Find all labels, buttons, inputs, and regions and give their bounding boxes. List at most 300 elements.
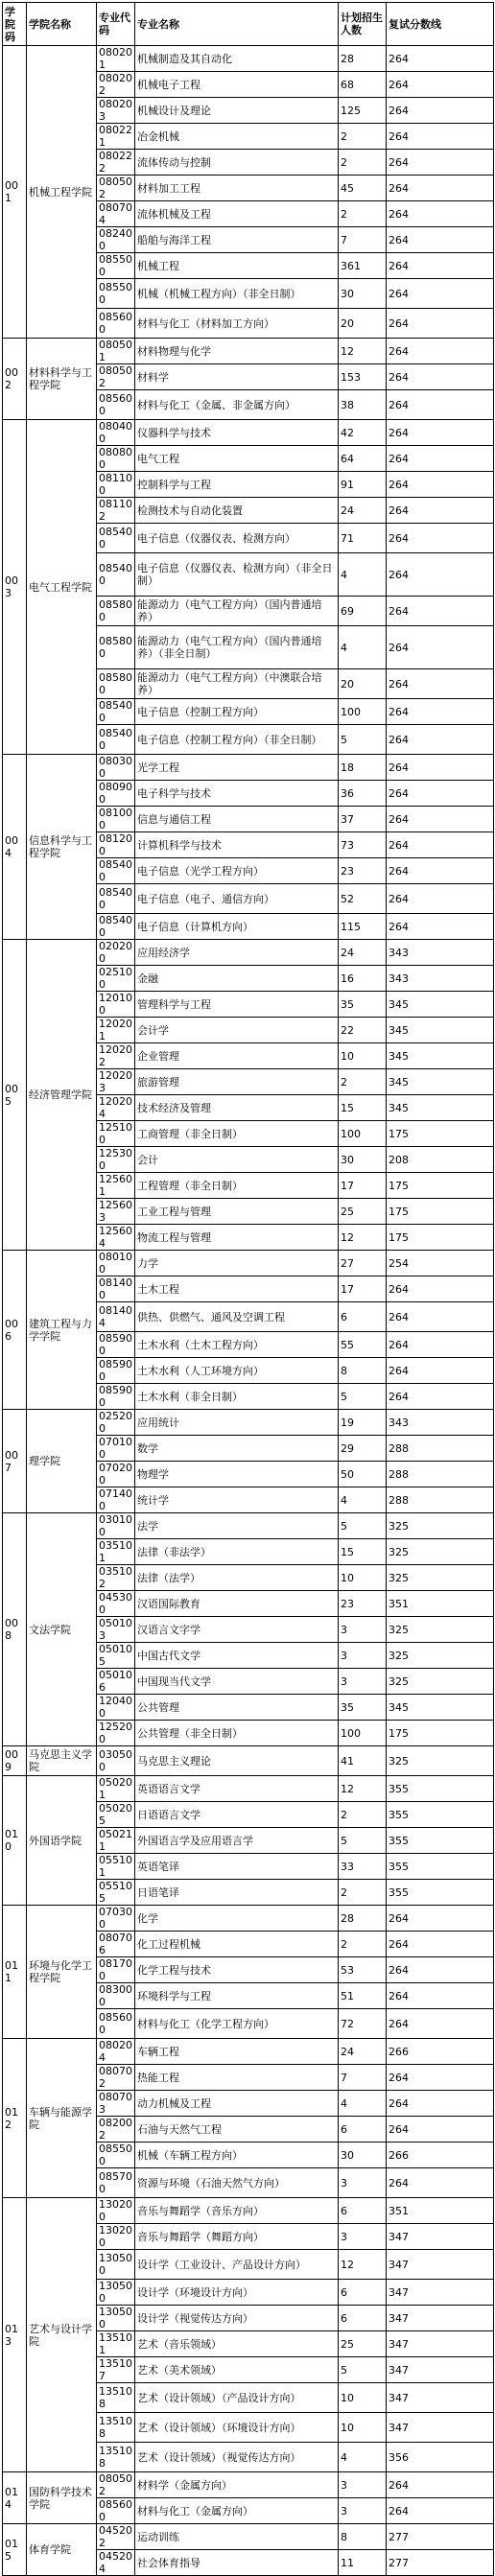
table-row — [3, 755, 494, 781]
major-name-cell: 车辆工程 — [135, 2039, 339, 2065]
major-code-cell: 050211 — [97, 1828, 135, 1854]
major-name-cell: 旅游管理 — [135, 1069, 339, 1095]
table-row — [3, 1251, 494, 1276]
major-name-cell: 公共管理（非全日制） — [135, 1721, 339, 1746]
plan-cell: 27 — [339, 1251, 387, 1276]
major-code-cell: 080100 — [97, 1251, 135, 1276]
major-code-cell: 085600 — [97, 390, 135, 420]
score-cell: 264 — [387, 279, 494, 309]
major-name-cell: 能源动力（电气工程方向）（中澳联合培养） — [135, 669, 339, 699]
score-cell: 264 — [387, 472, 494, 498]
table-row — [3, 1906, 494, 1932]
major-name-cell: 音乐与舞蹈学（舞蹈方向） — [135, 2224, 339, 2250]
plan-cell: 50 — [339, 1462, 387, 1487]
major-code-cell: 085800 — [97, 597, 135, 626]
major-name-cell: 艺术（设计领域）（产品设计方向） — [135, 2383, 339, 2413]
major-name-cell: 应用经济学 — [135, 940, 339, 966]
plan-cell: 30 — [339, 1147, 387, 1173]
plan-cell: 23 — [339, 1591, 387, 1617]
plan-cell: 3 — [339, 2472, 387, 2498]
header-college-name: 学院名称 — [27, 3, 97, 46]
college-code-cell: 009 — [3, 1746, 27, 1776]
table-row — [3, 1776, 494, 1802]
major-code-cell: 130500 — [97, 2250, 135, 2280]
major-name-cell: 流体传动与控制 — [135, 150, 339, 176]
major-code-cell: 085900 — [97, 1384, 135, 1410]
major-name-cell: 材料与化工（金属、非金属方向） — [135, 390, 339, 420]
plan-cell: 5 — [339, 1513, 387, 1539]
major-code-cell: 080706 — [97, 1932, 135, 1957]
score-cell: 254 — [387, 1251, 494, 1276]
major-code-cell: 125200 — [97, 1721, 135, 1746]
score-cell: 325 — [387, 1617, 494, 1643]
plan-cell: 30 — [339, 2143, 387, 2168]
score-cell: 264 — [387, 1276, 494, 1302]
major-code-cell: 130500 — [97, 2306, 135, 2331]
major-code-cell: 120204 — [97, 1095, 135, 1121]
plan-cell: 52 — [339, 884, 387, 914]
major-name-cell: 中国现当代文学 — [135, 1669, 339, 1695]
score-cell: 355 — [387, 1854, 494, 1880]
score-cell: 264 — [387, 725, 494, 755]
score-cell: 264 — [387, 2091, 494, 2117]
major-code-cell: 085600 — [97, 2498, 135, 2524]
major-name-cell: 供热、供燃气、通风及空调工程 — [135, 1302, 339, 1332]
major-code-cell: 080703 — [97, 2091, 135, 2117]
score-cell: 343 — [387, 1410, 494, 1436]
header-plan: 计划招生人数 — [339, 3, 387, 46]
score-cell: 264 — [387, 858, 494, 884]
score-cell: 264 — [387, 390, 494, 420]
major-code-cell: 085800 — [97, 669, 135, 699]
plan-cell: 23 — [339, 858, 387, 884]
major-name-cell: 光学工程 — [135, 755, 339, 781]
major-name-cell: 材料学（金属方向） — [135, 2472, 339, 2498]
plan-cell: 45 — [339, 176, 387, 201]
score-cell: 264 — [387, 755, 494, 781]
major-code-cell: 080201 — [97, 46, 135, 72]
plan-cell: 5 — [339, 1384, 387, 1410]
score-cell: 345 — [387, 1069, 494, 1095]
major-name-cell: 中国古代文学 — [135, 1643, 339, 1669]
major-code-cell: 080204 — [97, 2039, 135, 2065]
score-cell: 264 — [387, 2065, 494, 2091]
score-cell: 347 — [387, 2280, 494, 2306]
score-cell: 264 — [387, 2498, 494, 2524]
header-major-code: 专业代码 — [97, 3, 135, 46]
major-name-cell: 工程管理（非全日制） — [135, 1173, 339, 1199]
major-name-cell: 金融 — [135, 966, 339, 992]
plan-cell: 25 — [339, 1199, 387, 1225]
plan-cell: 2 — [339, 1880, 387, 1906]
table-row — [3, 1513, 494, 1539]
table-row — [3, 2039, 494, 2065]
score-cell: 264 — [387, 253, 494, 279]
college-code-cell: 007 — [3, 1410, 27, 1513]
major-name-cell: 冶金机械 — [135, 124, 339, 150]
major-name-cell: 艺术（设计领域）（环境设计方向） — [135, 2413, 339, 2443]
plan-cell: 5 — [339, 1828, 387, 1854]
score-cell: 347 — [387, 2250, 494, 2280]
major-code-cell: 130200 — [97, 2224, 135, 2250]
major-code-cell: 085400 — [97, 524, 135, 553]
plan-cell: 5 — [339, 2357, 387, 2383]
major-name-cell: 动力机械及工程 — [135, 2091, 339, 2117]
major-code-cell: 080704 — [97, 201, 135, 227]
major-code-cell: 081400 — [97, 1276, 135, 1302]
major-code-cell: 085400 — [97, 553, 135, 597]
table-row — [3, 2472, 494, 2498]
major-code-cell: 080202 — [97, 72, 135, 98]
score-cell: 264 — [387, 669, 494, 699]
plan-cell: 2 — [339, 201, 387, 227]
score-cell: 264 — [387, 150, 494, 176]
plan-cell: 73 — [339, 832, 387, 858]
plan-cell: 17 — [339, 1276, 387, 1302]
major-name-cell: 仪器科学与技术 — [135, 420, 339, 446]
plan-cell: 2 — [339, 1932, 387, 1957]
major-name-cell: 机械工程 — [135, 253, 339, 279]
major-name-cell: 材料与化工（材料加工方向） — [135, 309, 339, 339]
plan-cell: 55 — [339, 1332, 387, 1358]
score-cell: 175 — [387, 1721, 494, 1746]
plan-cell: 24 — [339, 940, 387, 966]
plan-cell: 35 — [339, 992, 387, 1018]
major-code-cell: 085900 — [97, 1358, 135, 1384]
college-name-cell: 理学院 — [27, 1410, 97, 1513]
plan-cell: 15 — [339, 1539, 387, 1565]
major-name-cell: 信息与通信工程 — [135, 807, 339, 832]
score-cell: 264 — [387, 72, 494, 98]
major-code-cell: 125604 — [97, 1225, 135, 1251]
major-code-cell: 080502 — [97, 176, 135, 201]
college-code-cell: 015 — [3, 2524, 27, 2576]
major-name-cell: 电子信息（光学工程方向） — [135, 858, 339, 884]
score-cell: 288 — [387, 1487, 494, 1513]
major-code-cell: 085400 — [97, 699, 135, 725]
major-code-cell: 135108 — [97, 2383, 135, 2413]
plan-cell: 361 — [339, 253, 387, 279]
major-code-cell: 125603 — [97, 1199, 135, 1225]
plan-cell: 10 — [339, 1043, 387, 1069]
score-cell: 345 — [387, 992, 494, 1018]
plan-cell: 2 — [339, 1802, 387, 1828]
table-row — [3, 1746, 494, 1776]
plan-cell: 12 — [339, 2250, 387, 2280]
major-name-cell: 流体机械及工程 — [135, 201, 339, 227]
plan-cell: 53 — [339, 1957, 387, 1983]
plan-cell: 28 — [339, 46, 387, 72]
score-cell: 175 — [387, 1173, 494, 1199]
score-cell: 175 — [387, 1225, 494, 1251]
plan-cell: 10 — [339, 2413, 387, 2443]
major-code-cell: 081102 — [97, 498, 135, 524]
plan-cell: 33 — [339, 1854, 387, 1880]
college-name-cell: 外国语学院 — [27, 1776, 97, 1906]
major-code-cell: 080702 — [97, 2065, 135, 2091]
major-code-cell: 085400 — [97, 858, 135, 884]
major-code-cell: 081200 — [97, 832, 135, 858]
major-name-cell: 统计学 — [135, 1487, 339, 1513]
major-name-cell: 材料加工工程 — [135, 176, 339, 201]
major-name-cell: 环境科学与工程 — [135, 1983, 339, 2009]
major-name-cell: 土木工程 — [135, 1276, 339, 1302]
major-code-cell: 050106 — [97, 1669, 135, 1695]
score-cell: 264 — [387, 124, 494, 150]
plan-cell: 4 — [339, 553, 387, 597]
major-name-cell: 电子科学与技术 — [135, 781, 339, 807]
major-name-cell: 检测技术与自动化装置 — [135, 498, 339, 524]
major-code-cell: 055101 — [97, 1854, 135, 1880]
plan-cell: 24 — [339, 498, 387, 524]
major-code-cell: 070300 — [97, 1906, 135, 1932]
score-cell: 175 — [387, 1199, 494, 1225]
major-name-cell: 电气工程 — [135, 446, 339, 472]
score-cell: 347 — [387, 2224, 494, 2250]
major-name-cell: 企业管理 — [135, 1043, 339, 1069]
college-code-cell: 002 — [3, 339, 27, 420]
plan-cell: 6 — [339, 2280, 387, 2306]
major-name-cell: 能源动力（电气工程方向）（国内普通培养） — [135, 597, 339, 626]
major-name-cell: 材料学 — [135, 364, 339, 390]
college-name-cell: 经济管理学院 — [27, 940, 97, 1251]
major-name-cell: 公共管理 — [135, 1695, 339, 1721]
plan-cell: 6 — [339, 1302, 387, 1332]
major-code-cell: 120203 — [97, 1069, 135, 1095]
plan-cell: 3 — [339, 1617, 387, 1643]
major-code-cell: 080900 — [97, 781, 135, 807]
plan-cell: 10 — [339, 2383, 387, 2413]
major-name-cell: 材料与化工（化学工程方向） — [135, 2009, 339, 2039]
score-cell: 264 — [387, 176, 494, 201]
table-row — [3, 339, 494, 364]
major-name-cell: 土木水利（人工环境方向） — [135, 1358, 339, 1384]
major-code-cell: 030100 — [97, 1513, 135, 1539]
plan-cell: 115 — [339, 914, 387, 940]
score-cell: 264 — [387, 832, 494, 858]
major-code-cell: 035102 — [97, 1565, 135, 1591]
major-code-cell: 080400 — [97, 420, 135, 446]
college-name-cell: 体育学院 — [27, 2524, 97, 2576]
score-cell: 264 — [387, 2117, 494, 2143]
score-cell: 355 — [387, 1880, 494, 1906]
major-name-cell: 机械制造及其自动化 — [135, 46, 339, 72]
major-code-cell: 050205 — [97, 1802, 135, 1828]
major-name-cell: 会计学 — [135, 1018, 339, 1043]
college-code-cell: 014 — [3, 2472, 27, 2524]
major-name-cell: 船舶与海洋工程 — [135, 227, 339, 253]
major-code-cell: 050105 — [97, 1643, 135, 1669]
major-name-cell: 管理科学与工程 — [135, 992, 339, 1018]
major-name-cell: 化学工程与技术 — [135, 1957, 339, 1983]
major-code-cell: 080221 — [97, 124, 135, 150]
major-code-cell: 130200 — [97, 2198, 135, 2224]
major-code-cell: 135108 — [97, 2413, 135, 2443]
major-code-cell: 080501 — [97, 339, 135, 364]
plan-cell: 41 — [339, 1746, 387, 1776]
college-name-cell: 电气工程学院 — [27, 420, 97, 755]
header-college-code: 学院码 — [3, 3, 27, 46]
major-code-cell: 120201 — [97, 1018, 135, 1043]
major-code-cell: 045202 — [97, 2524, 135, 2550]
major-name-cell: 物理学 — [135, 1462, 339, 1487]
major-name-cell: 化工过程机械 — [135, 1932, 339, 1957]
major-code-cell: 070100 — [97, 1436, 135, 1462]
score-cell: 325 — [387, 1539, 494, 1565]
plan-cell: 5 — [339, 725, 387, 755]
major-name-cell: 力学 — [135, 1251, 339, 1276]
score-cell: 355 — [387, 1776, 494, 1802]
plan-cell: 11 — [339, 2550, 387, 2576]
score-cell: 347 — [387, 2357, 494, 2383]
score-cell: 264 — [387, 597, 494, 626]
major-code-cell: 030500 — [97, 1746, 135, 1776]
score-cell: 347 — [387, 2331, 494, 2357]
major-name-cell: 电子信息（控制工程方向）（非全日制） — [135, 725, 339, 755]
college-name-cell: 材料科学与工程学院 — [27, 339, 97, 420]
major-code-cell: 080502 — [97, 364, 135, 390]
plan-cell: 36 — [339, 781, 387, 807]
major-name-cell: 法学 — [135, 1513, 339, 1539]
major-name-cell: 法律（法学） — [135, 1565, 339, 1591]
college-code-cell: 013 — [3, 2198, 27, 2472]
score-cell: 345 — [387, 1095, 494, 1121]
major-name-cell: 设计学（环境设计方向） — [135, 2280, 339, 2306]
major-name-cell: 物流工程与管理 — [135, 1225, 339, 1251]
plan-cell: 6 — [339, 2198, 387, 2224]
major-code-cell: 055105 — [97, 1880, 135, 1906]
plan-cell: 37 — [339, 807, 387, 832]
major-code-cell: 125601 — [97, 1173, 135, 1199]
college-name-cell: 马克思主义学院 — [27, 1746, 97, 1776]
college-code-cell: 003 — [3, 420, 27, 755]
plan-cell: 30 — [339, 279, 387, 309]
major-name-cell: 石油与天然气工程 — [135, 2117, 339, 2143]
major-code-cell: 025100 — [97, 966, 135, 992]
plan-cell: 8 — [339, 1358, 387, 1384]
plan-cell: 22 — [339, 1018, 387, 1043]
plan-cell: 15 — [339, 1095, 387, 1121]
plan-cell: 3 — [339, 2224, 387, 2250]
plan-cell: 100 — [339, 699, 387, 725]
major-code-cell: 081100 — [97, 472, 135, 498]
plan-cell: 4 — [339, 2443, 387, 2472]
major-name-cell: 设计学（工业设计、产品设计方向） — [135, 2250, 339, 2280]
major-name-cell: 设计学（视觉传达方向） — [135, 2306, 339, 2331]
major-name-cell: 日语笔译 — [135, 1880, 339, 1906]
major-code-cell: 085600 — [97, 309, 135, 339]
plan-cell: 35 — [339, 1695, 387, 1721]
plan-cell: 3 — [339, 2498, 387, 2524]
college-code-cell: 010 — [3, 1776, 27, 1906]
score-cell: 325 — [387, 1513, 494, 1539]
college-code-cell: 005 — [3, 940, 27, 1251]
score-cell: 347 — [387, 2413, 494, 2443]
major-code-cell: 083000 — [97, 1983, 135, 2009]
major-code-cell: 080222 — [97, 150, 135, 176]
college-name-cell: 文法学院 — [27, 1513, 97, 1746]
plan-cell: 4 — [339, 2091, 387, 2117]
plan-cell: 20 — [339, 309, 387, 339]
plan-cell: 125 — [339, 98, 387, 124]
plan-cell: 6 — [339, 2117, 387, 2143]
score-cell: 325 — [387, 1746, 494, 1776]
major-name-cell: 土木水利（土木工程方向） — [135, 1332, 339, 1358]
major-code-cell: 135101 — [97, 2331, 135, 2357]
major-name-cell: 艺术（美术领域） — [135, 2357, 339, 2383]
plan-cell: 38 — [339, 390, 387, 420]
major-name-cell: 日语语言文学 — [135, 1802, 339, 1828]
college-code-cell: 012 — [3, 2039, 27, 2198]
major-name-cell: 材料物理与化学 — [135, 339, 339, 364]
plan-cell: 12 — [339, 339, 387, 364]
major-name-cell: 热能工程 — [135, 2065, 339, 2091]
score-cell: 264 — [387, 201, 494, 227]
major-code-cell: 050103 — [97, 1617, 135, 1643]
major-name-cell: 社会体育指导 — [135, 2550, 339, 2576]
major-name-cell: 艺术（设计领域）（视觉传达方向） — [135, 2443, 339, 2472]
major-code-cell: 080203 — [97, 98, 135, 124]
plan-cell: 2 — [339, 1069, 387, 1095]
major-code-cell: 135107 — [97, 2357, 135, 2383]
score-cell: 264 — [387, 364, 494, 390]
major-code-cell: 080502 — [97, 2472, 135, 2498]
table-body — [3, 46, 494, 2576]
major-name-cell: 电子信息（仪器仪表、检测方向） — [135, 524, 339, 553]
plan-cell: 12 — [339, 1776, 387, 1802]
plan-cell: 16 — [339, 966, 387, 992]
major-code-cell: 080300 — [97, 755, 135, 781]
major-name-cell: 电子信息（计算机方向） — [135, 914, 339, 940]
score-cell: 355 — [387, 1802, 494, 1828]
major-code-cell: 082400 — [97, 227, 135, 253]
major-name-cell: 应用统计 — [135, 1410, 339, 1436]
major-code-cell: 130500 — [97, 2280, 135, 2306]
plan-cell: 4 — [339, 1487, 387, 1513]
college-name-cell: 信息科学与工程学院 — [27, 755, 97, 940]
header-score: 复试分数线 — [387, 3, 494, 46]
college-name-cell: 环境与化学工程学院 — [27, 1906, 97, 2039]
plan-cell: 2 — [339, 124, 387, 150]
score-cell: 343 — [387, 966, 494, 992]
major-code-cell: 081700 — [97, 1957, 135, 1983]
major-name-cell: 艺术（音乐领域） — [135, 2331, 339, 2357]
plan-cell: 20 — [339, 669, 387, 699]
score-cell: 351 — [387, 2198, 494, 2224]
college-code-cell: 004 — [3, 755, 27, 940]
plan-cell: 51 — [339, 1983, 387, 2009]
major-code-cell: 125100 — [97, 1121, 135, 1147]
plan-cell: 17 — [339, 1173, 387, 1199]
plan-cell: 71 — [339, 524, 387, 553]
major-code-cell: 050201 — [97, 1776, 135, 1802]
score-cell: 175 — [387, 1121, 494, 1147]
plan-cell: 7 — [339, 227, 387, 253]
college-name-cell: 国防科学技术学院 — [27, 2472, 97, 2524]
plan-cell: 6 — [339, 2306, 387, 2331]
score-cell: 288 — [387, 1462, 494, 1487]
major-code-cell: 085400 — [97, 725, 135, 755]
score-cell: 264 — [387, 46, 494, 72]
table-row — [3, 46, 494, 72]
score-cell: 208 — [387, 1147, 494, 1173]
major-name-cell: 运动训练 — [135, 2524, 339, 2550]
score-cell: 264 — [387, 1358, 494, 1384]
plan-cell: 8 — [339, 2524, 387, 2550]
major-code-cell: 045204 — [97, 2550, 135, 2576]
score-cell: 356 — [387, 2443, 494, 2472]
major-name-cell: 外国语言学及应用语言学 — [135, 1828, 339, 1854]
